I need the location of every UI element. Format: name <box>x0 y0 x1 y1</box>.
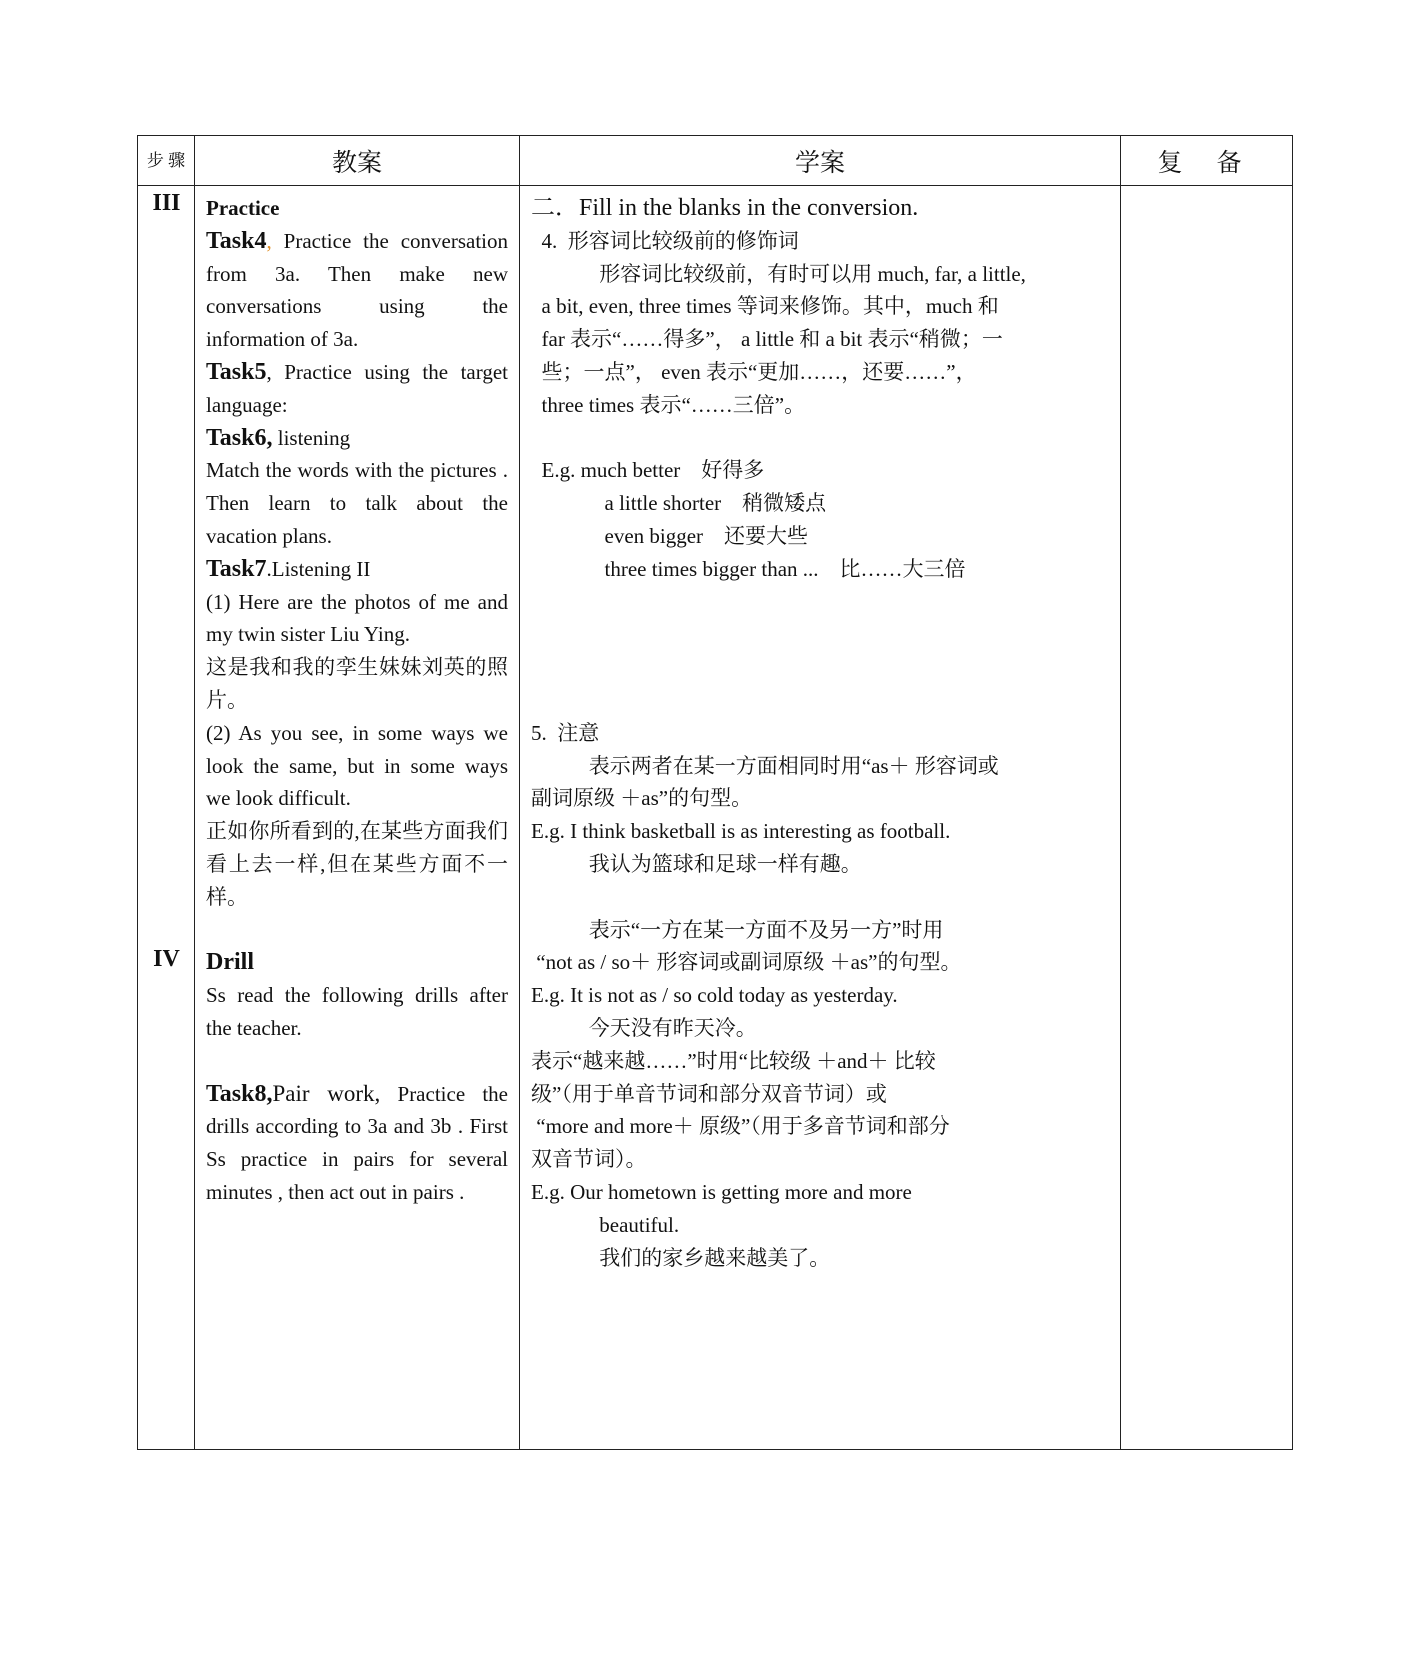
header-step-label: 步 骤 <box>146 150 186 170</box>
study-guide-column <box>520 186 1121 1450</box>
listening-2-zh: 正如你所看到的,在某些方面我们看上去一样,但在某些方面不一样。 <box>206 819 508 909</box>
section5-line7: E.g. It is not as / so cold today as yesterday. <box>531 983 898 1008</box>
header-step <box>138 136 195 186</box>
section5-line11: “more and more＋ 原级”（用于多音节词和部分 <box>531 1114 950 1139</box>
example-3: even bigger 还要大些 <box>531 523 809 548</box>
example-2: a little shorter 稍微矮点 <box>531 491 827 516</box>
section4-line5: three times 表示“……三倍”。 <box>531 392 806 417</box>
section5-line13: E.g. Our hometown is getting more and more <box>531 1179 912 1204</box>
task5: Task5, Practice using the target language: <box>206 358 508 417</box>
section5-line6: “not as / so＋ 形容词或副词原级 ＋as”的句型。 <box>531 950 962 975</box>
step-column <box>138 186 195 1450</box>
step-iv: IV <box>153 946 180 972</box>
header-review <box>1121 136 1293 186</box>
section5-line8: 今天没有昨天冷。 <box>531 1015 757 1040</box>
listening-1-zh: 这是我和我的孪生妹妹刘英的照片。 <box>206 655 508 712</box>
listening-1-en: (1) Here are the photos of me and my twin sister Liu Ying. <box>206 589 508 647</box>
task4: Task4, Practice the conversation from 3a. Then make new conversations using the <box>206 227 508 319</box>
section4-line1: 形容词比较级前，有时可以用 much, far, a little, <box>531 261 1026 286</box>
section4-line4: 些；一点”， even 表示“更加……，还要……”， <box>531 359 977 384</box>
example-4: three times bigger than ... 比……大三倍 <box>531 556 966 581</box>
section4-line3: far 表示“……得多”， a little 和 a bit 表示“稍微；一 <box>531 327 1003 352</box>
section4-line2: a bit, even, three times 等词来修饰。其中，much 和 <box>531 294 999 319</box>
section5-line1: 表示两者在某一方面相同时用“as＋ 形容词或 <box>531 753 999 778</box>
review-column <box>1121 186 1293 1450</box>
task8: Task8,Pair work, Practice the drills according to 3a and 3b . First Ss practice in pairs for several minutes , then act out in pairs . <box>206 1080 509 1204</box>
example-1: E.g. much better 好得多 <box>531 458 765 483</box>
listening-2-en: (2) As you see, in some ways we look the same, but in some ways we look difficult. <box>206 720 508 811</box>
section5-line10: 级”（用于单音节词和部分双音节词）或 <box>531 1081 887 1106</box>
section5-line2: 副词原级 ＋as”的句型。 <box>531 786 753 811</box>
section5-line4: 我认为篮球和足球一样有趣。 <box>531 851 862 876</box>
practice-heading: Practice <box>206 196 280 220</box>
header-plan: 教案 <box>195 136 520 186</box>
task6: Task6, listening <box>206 424 351 451</box>
header-row <box>138 136 1293 186</box>
task7: Task7.Listening II <box>206 555 371 582</box>
section5-line5: 表示“一方在某一方面不及另一方”时用 <box>531 917 944 942</box>
task6-body: Match the words with the pictures . Then learn to talk about the vacation plans. <box>206 458 508 548</box>
section5-line9: 表示“越来越……”时用“比较级 ＋and＋ 比较 <box>531 1048 936 1073</box>
task4-cont: information of 3a. <box>206 327 359 352</box>
section4-heading: 4. 形容词比较级前的修饰词 <box>531 228 799 253</box>
header-review-label: 复 备 <box>1157 149 1256 177</box>
section5-line15: 我们的家乡越来越美了。 <box>531 1245 831 1270</box>
section5-line14: beautiful. <box>531 1212 680 1237</box>
content-row <box>138 186 1293 1450</box>
lesson-plan-table <box>137 135 1293 1450</box>
step-iii: III <box>152 190 181 216</box>
section5-heading: 5. 注意 <box>531 720 600 745</box>
section5-line3: E.g. I think basketball is as interesting as football. <box>531 819 951 844</box>
drill-text: Ss read the following drills after the teacher. <box>206 983 508 1040</box>
drill-heading: Drill <box>206 949 254 976</box>
header-learn: 学案 <box>520 136 1121 186</box>
fill-blanks-title: 二．Fill in the blanks in the conversion. <box>531 195 919 221</box>
section5-line12: 双音节词）。 <box>531 1147 647 1172</box>
teaching-plan-column <box>195 186 520 1450</box>
